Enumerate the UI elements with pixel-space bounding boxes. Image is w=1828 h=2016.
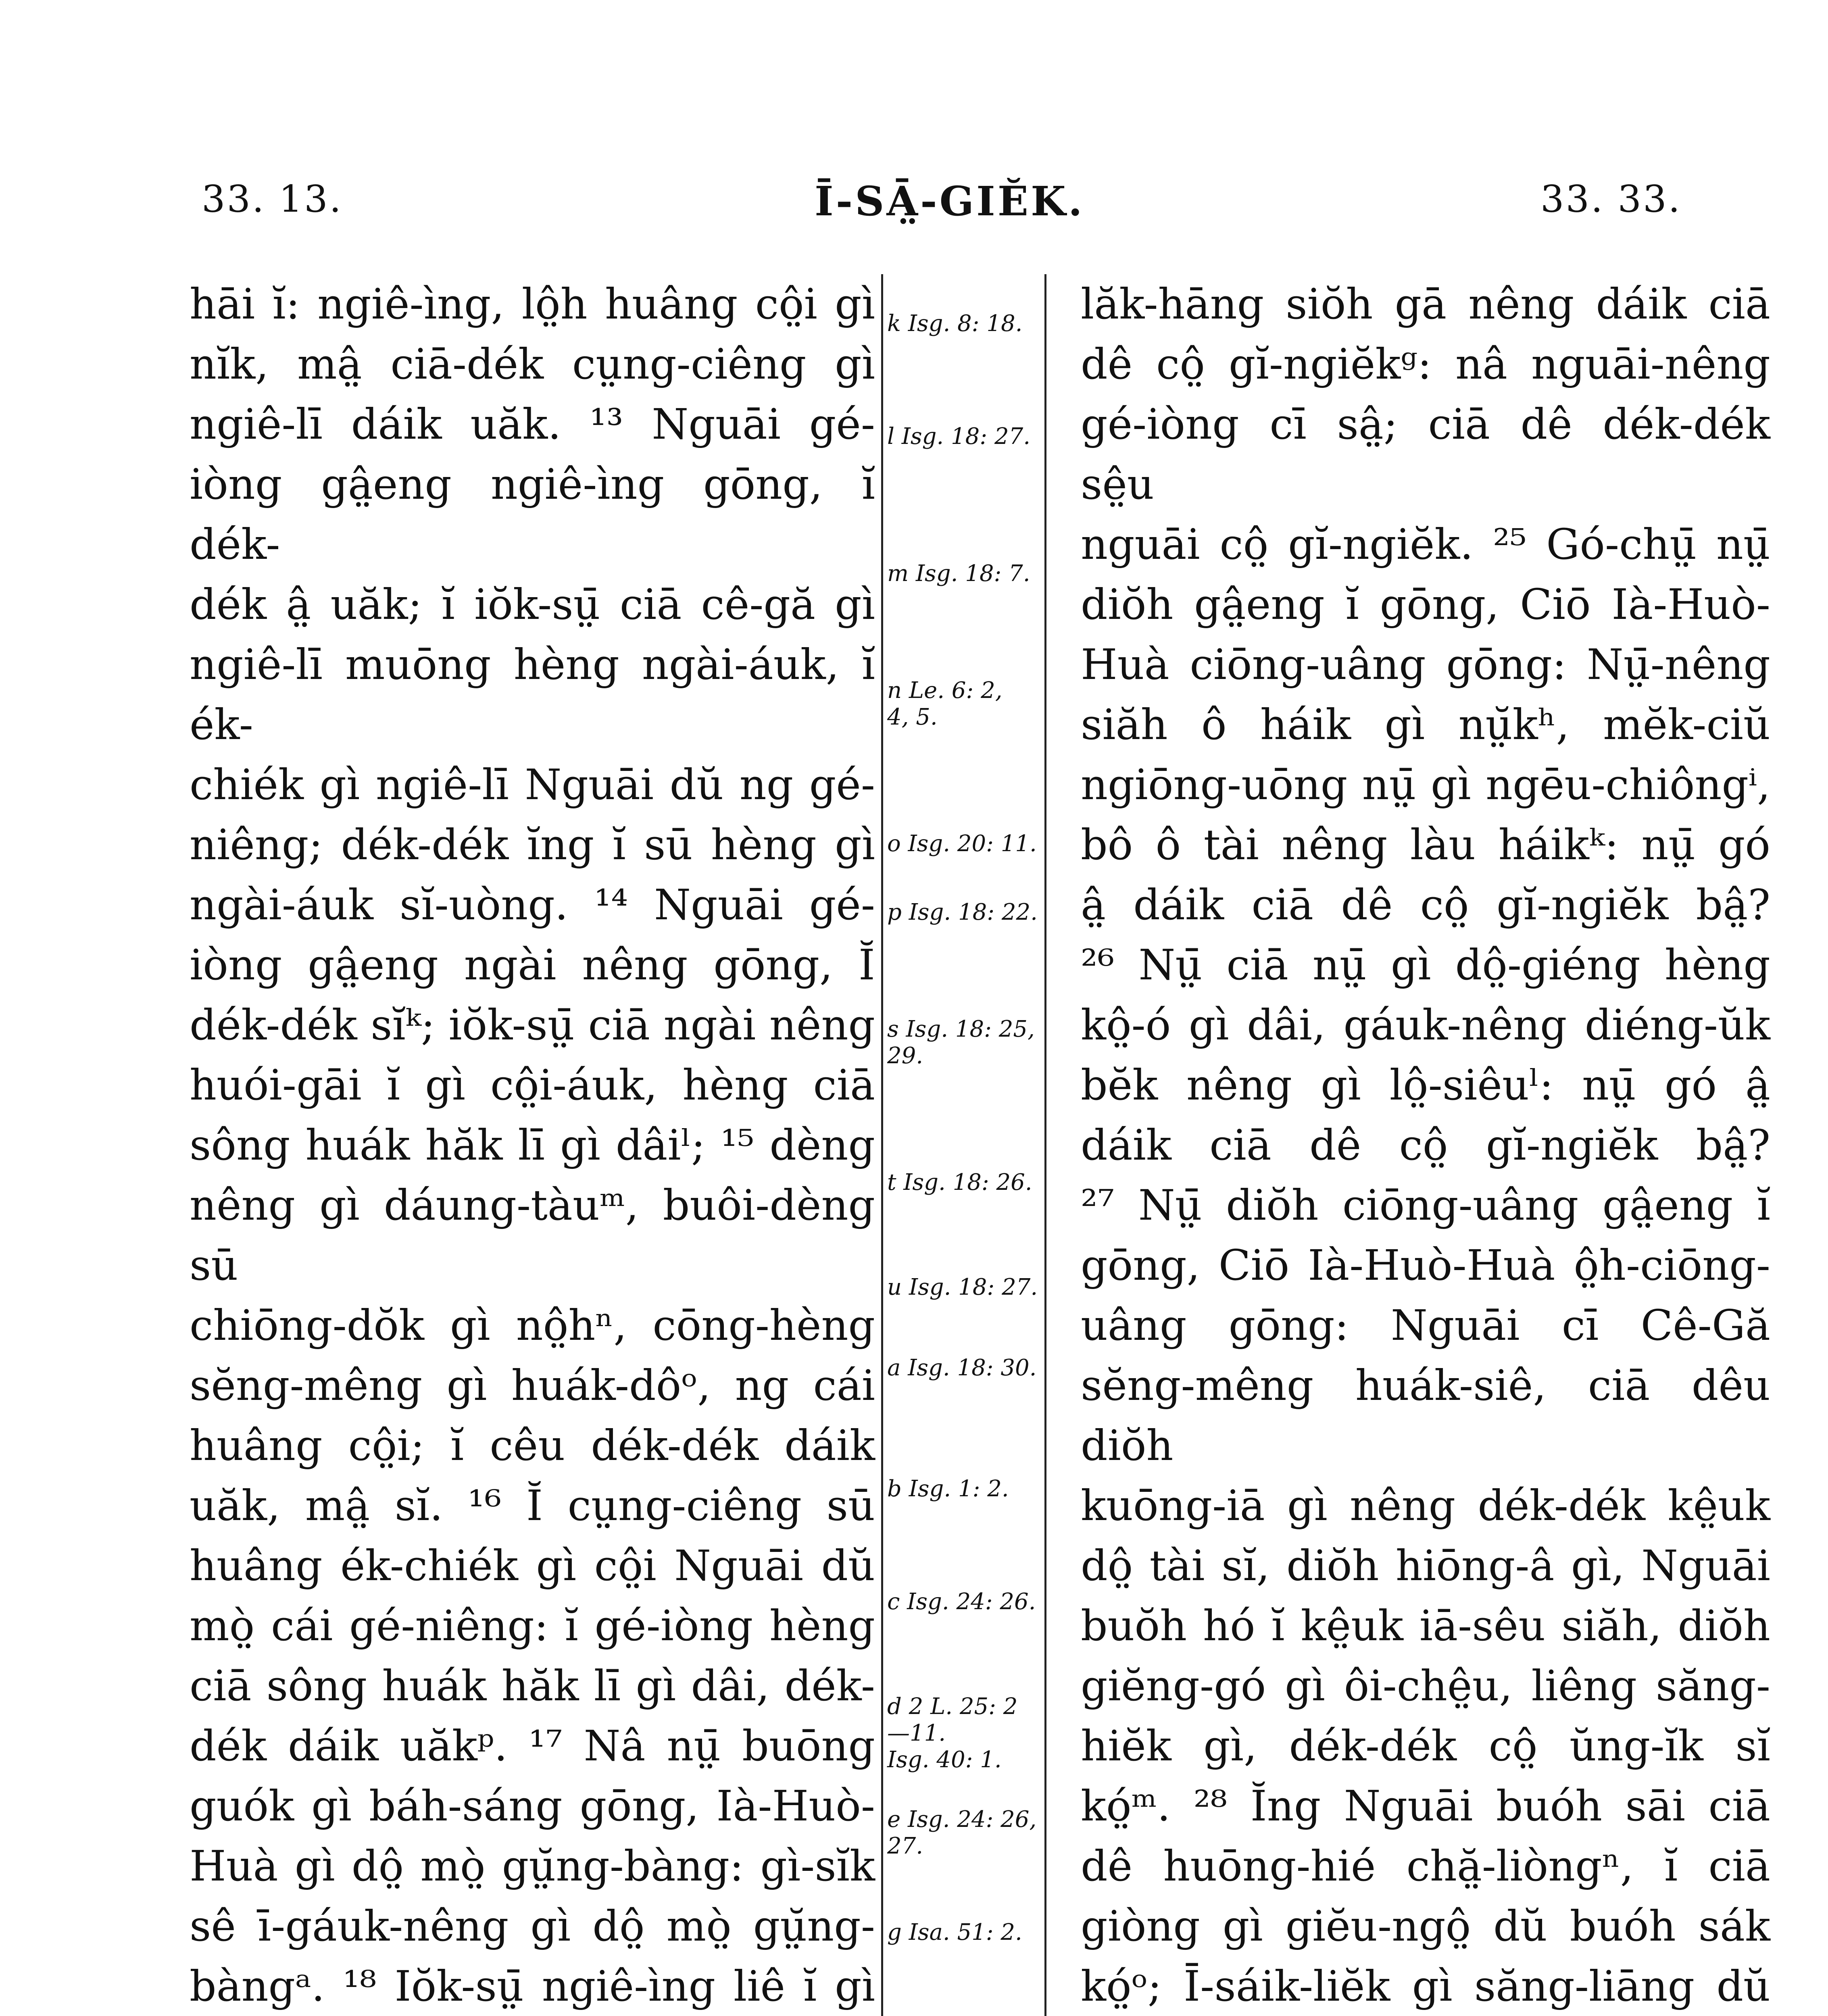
text-line: dê cô̤ gĭ-ngiĕkᵍ: nâ nguāi-nêng [1081,339,1770,389]
margin-reference: n Le. 6: 2, 4, 5. [887,677,1003,730]
margin-reference: c Isg. 24: 26. [887,1589,1036,1615]
text-line: dô̤ tài sĭ, diŏh hiōng-â gì, Nguāi [1081,1541,1770,1590]
margin-reference: a Isg. 18: 30. [887,1355,1037,1381]
text-line: iòng gâ̤eng ngiê-ìng gōng, ĭ dék- [190,460,875,569]
text-line: Huà gì dô̤ mò̤ gṳ̆ng-bàng: gì-sĭk [190,1841,875,1891]
text-line: bô ô tài nêng làu háikᵏ: nṳ̄ gó [1081,820,1770,869]
text-line: giòng gì giĕu-ngô̤ dŭ buóh sák [1081,1901,1770,1951]
text-line: buŏh hó ĭ kê̤uk iā-sêu siăh, diŏh [1081,1601,1770,1650]
text-line: hiĕk gì, dék-dék cô̤ ŭng-ĭk sĭ [1081,1721,1770,1770]
text-line: chiōng-dŏk gì nô̤hⁿ, cōng-hèng [190,1301,875,1350]
margin-reference: t Isg. 18: 26. [887,1169,1032,1195]
text-line: gé-iòng cī sâ̤; ciā dê dék-dék sê̤u [1081,400,1770,509]
text-line: diŏh gâ̤eng ĭ gōng, Ciō Ià-Huò- [1081,580,1770,629]
text-line: sĕng-mêng gì huák-dôᵒ, ng cái [190,1361,875,1410]
text-line: ngiê-lī muōng hèng ngài-áuk, ĭ ék- [190,640,875,749]
text-line: dék dáik uăkᵖ. ¹⁷ Nâ nṳ̄ buōng [190,1721,875,1770]
text-line: kô̤-ó gì dâi, gáuk-nêng diéng-ŭk [1081,1000,1770,1050]
text-line: kuōng-iā gì nêng dék-dék kê̤uk [1081,1481,1770,1530]
left-text-column [190,274,875,2016]
text-line: huâng ék-chiék gì cô̤i Nguāi dŭ [190,1541,875,1590]
text-line: sĕng-mêng huák-siê, ciā dêu diŏh [1081,1361,1770,1470]
text-line: Huà ciōng-uâng gōng: Nṳ̄-nêng [1081,640,1770,689]
text-line: dék â̤ uăk; ĭ iŏk-sṳ̄ ciā cê-gă gì [190,580,875,629]
running-header [0,177,1828,242]
text-line: ²⁷ Nṳ̄ diŏh ciōng-uâng gâ̤eng ĭ [1081,1181,1770,1230]
text-line: nêng gì dáung-tàuᵐ, buôi-dèng sū [190,1181,875,1290]
text-line: kó̤ᵒ; Ī-sáik-liĕk gì săng-liāng dŭ [1081,1962,1770,2011]
text-line: ²⁶ Nṳ̄ ciā nṳ̄ gì dô̤-giéng hèng [1081,940,1770,989]
margin-reference: g Isa. 51: 2. [887,1919,1022,1945]
margin-reference: p Isg. 18: 22. [887,899,1038,925]
text-line: dáik ciā dê cô̤ gĭ-ngiĕk bâ̤? [1081,1120,1770,1170]
text-line: niêng; dék-dék ĭng ĭ sū hèng gì [190,820,875,869]
text-line: nguāi cô̤ gĭ-ngiĕk. ²⁵ Gó-chṳ̄ nṳ̄ [1081,520,1770,569]
text-line: uâng gōng: Nguāi cī Cê-Gă [1081,1301,1770,1350]
text-line: huâng cô̤i; ĭ cêu dék-dék dáik [190,1421,875,1470]
margin-reference: u Isg. 18: 27. [887,1274,1038,1300]
text-line: bĕk nêng gì lô̤-siêuˡ: nṳ̄ gó â̤ [1081,1060,1770,1110]
text-line: hāi ĭ: ngiê-ìng, lô̤h huâng cô̤i gì [190,279,875,329]
book-title: Ī-SĀ̤-GIĔK. [815,177,1085,225]
text-line: nĭk, mâ̤ ciā-dék cṳng-ciêng gì [190,339,875,389]
text-line: kó̤ᵐ. ²⁸ Ĭng Nguāi buóh sāi ciā [1081,1781,1770,1831]
text-line: gōng, Ciō Ià-Huò-Huà ô̤h-ciōng- [1081,1241,1770,1290]
text-line: mò̤ cái gé-niêng: ĭ gé-iòng hèng [190,1601,875,1650]
margin-reference: o Isg. 20: 11. [887,831,1037,857]
text-line: ngài-áuk sĭ-uòng. ¹⁴ Nguāi gé- [190,880,875,929]
text-line: giĕng-gó gì ôi-chê̤u, liêng săng- [1081,1661,1770,1710]
margin-reference: l Isg. 18: 27. [887,423,1031,450]
text-line: sông huák hăk lī gì dâiˡ; ¹⁵ dèng [190,1120,875,1170]
text-line: sê ī-gáuk-nêng gì dô̤ mò̤ gṳ̆ng- [190,1901,875,1951]
text-line: ngiōng-uōng nṳ̄ gì ngēu-chiôngⁱ, [1081,760,1770,809]
text-line: guók gì báh-sáng gōng, Ià-Huò- [190,1781,875,1831]
text-line: siăh ô háik gì nṳ̆kʰ, mĕk-ciŭ [1081,700,1770,749]
text-line: lăk-hāng siŏh gā nêng dáik ciā [1081,279,1770,329]
header-verse-right: 33. 33. [1540,177,1682,221]
text-line: dék-dék sĭᵏ; iŏk-sṳ̄ ciā ngài nêng [190,1000,875,1050]
text-line: â̤ dáik ciā dê cô̤ gĭ-ngiĕk bâ̤? [1081,880,1770,929]
text-line: ngiê-lī dáik uăk. ¹³ Nguāi gé- [190,400,875,449]
margin-reference: m Isg. 18: 7. [887,560,1030,587]
margin-reference: k Isg. 8: 18. [887,310,1023,337]
text-line: chiék gì ngiê-lī Nguāi dŭ ng gé- [190,760,875,809]
text-line: iòng gâ̤eng ngài nêng gōng, Ĭ [190,940,875,989]
text-line: bàngᵃ. ¹⁸ Iŏk-sṳ̄ ngiê-ìng liê ĭ gì [190,1962,875,2011]
margin-reference: b Isg. 1: 2. [887,1476,1009,1502]
text-line: dê huōng-hié chă̤-liòngⁿ, ĭ ciā [1081,1841,1770,1891]
right-text-column [1081,274,1770,2016]
margin-reference: d 2 L. 25: 2 —11. Isg. 40: 1. [887,1693,1018,1773]
header-verse-left: 33. 13. [202,177,343,221]
margin-reference: s Isg. 18: 25, 29. [887,1016,1035,1069]
margin-reference: e Isg. 24: 26, 27. [887,1806,1037,1859]
text-line: huói-gāi ĭ gì cô̤i-áuk, hèng ciā [190,1060,875,1110]
text-line: uăk, mâ̤ sĭ. ¹⁶ Ĭ cṳng-ciêng sū [190,1481,875,1530]
text-line: ciā sông huák hăk lī gì dâi, dék- [190,1661,875,1710]
